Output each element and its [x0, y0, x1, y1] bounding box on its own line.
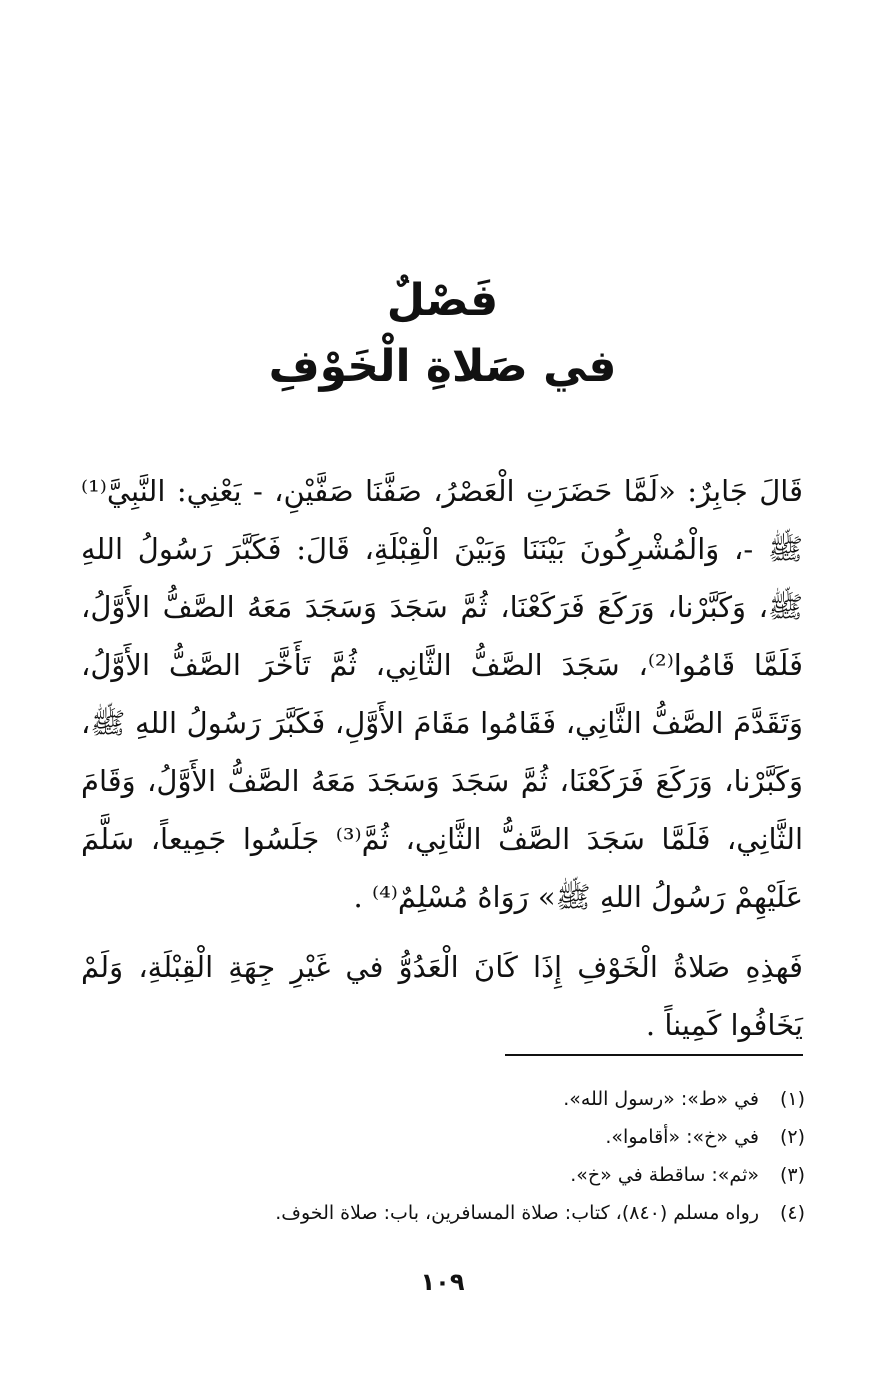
- footnote-item: [85, 1156, 805, 1194]
- heading-subtitle: في صَلاةِ الْخَوْفِ: [268, 341, 617, 392]
- page-number: ١٠٩: [420, 1268, 465, 1296]
- footnote-text: «ثم»: ساقطة في «خ».: [570, 1164, 759, 1186]
- footnote-text: في «خ»: «أقاموا».: [605, 1126, 759, 1148]
- hadith-paragraph: قَالَ جَابِرٌ: «لَمَّا حَضَرَتِ الْعَصْرُ، صَفَّنَا صَفَّيْنِ، - يَعْنِي: النَّبِيَّ⁽¹⁾ ﷺ -، وَالْمُشْرِكُونَ بَيْنَنَا وَبَيْنَ الْقِبْلَةِ، قَالَ: فَكَبَّرَ رَسُولُ اللهِ ﷺ، وَكَبَّرْنا، وَرَكَعَ فَرَكَعْنَا، ثُمَّ سَجَدَ وَسَجَدَ مَعَهُ الصَّفُّ الأَوَّلُ، فَلَمَّا قَامُوا⁽²⁾، سَجَدَ الصَّفُّ الثَّانِي، ثُمَّ تَأَخَّرَ الصَّفُّ الأَوَّلُ، وَتَقَدَّمَ الصَّفُّ الثَّانِي، فَقَامُوا مَقَامَ الأَوَّلِ، فَكَبَّرَ رَسُولُ اللهِ ﷺ، وَكَبَّرْنا، وَرَكَعَ فَرَكَعْنَا، ثُمَّ سَجَدَ وَسَجَدَ مَعَهُ الصَّفُّ الأَوَّلُ، وَقَامَ الثَّانِي، فَلَمَّا سَجَدَ الصَّفُّ الثَّانِي، ثُمَّ⁽³⁾ جَلَسُوا جَمِيعاً، سَلَّمَ عَلَيْهِمْ رَسُولُ اللهِ ﷺ» رَوَاهُ مُسْلِمٌ⁽⁴⁾ .: [81, 474, 803, 914]
- commentary-paragraph: فَهذِهِ صَلاةُ الْخَوْفِ إِذَا كَانَ الْعَدُوُّ في غَيْرِ جِهَةِ الْقِبْلَةِ، وَلَمْ يَخَافُوا كَمِيناً .: [81, 950, 803, 1042]
- footnote-item: [85, 1080, 805, 1118]
- section-heading: [0, 268, 885, 400]
- footnote-text: رواه مسلم (٨٤٠)، كتاب: صلاة المسافرين، باب: صلاة الخوف.: [275, 1202, 759, 1224]
- footnote-item: [85, 1194, 805, 1232]
- footnote-number: (٤): [779, 1202, 805, 1224]
- main-text: [81, 462, 803, 1054]
- footnote-number: (٢): [779, 1126, 805, 1148]
- footnote-number: (١): [779, 1088, 805, 1110]
- footnote-divider: [505, 1054, 803, 1056]
- footnote-item: [85, 1118, 805, 1156]
- footnote-number: (٣): [779, 1164, 805, 1186]
- heading-title: فَصْلٌ: [386, 275, 499, 326]
- footnote-text: في «ط»: «رسول الله».: [563, 1088, 759, 1110]
- footnotes: [85, 1080, 805, 1232]
